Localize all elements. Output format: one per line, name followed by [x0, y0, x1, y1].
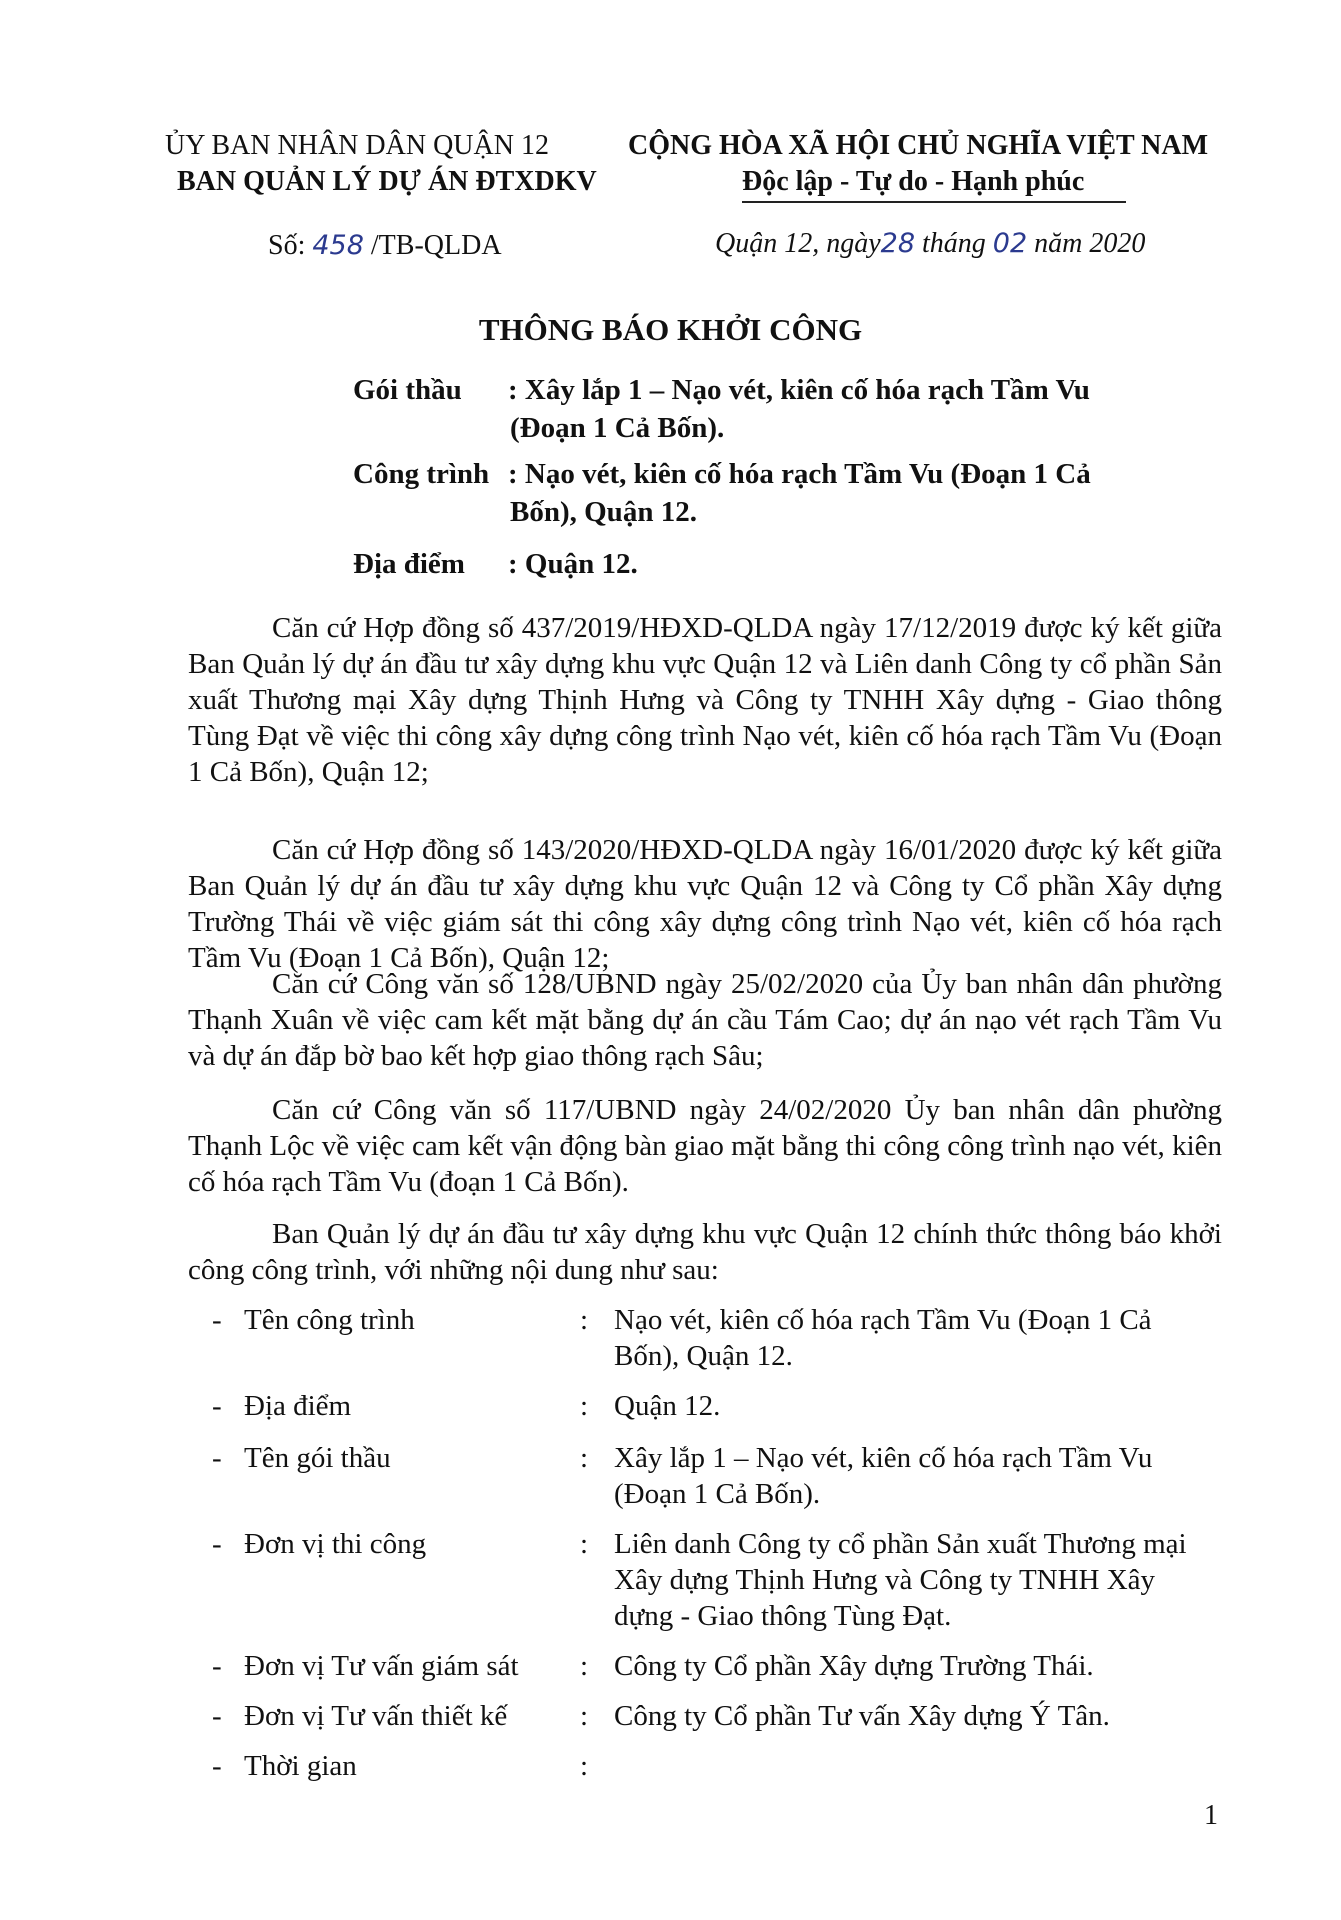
org-name-line1: ỦY BAN NHÂN DÂN QUẬN 12	[165, 130, 549, 161]
detail-value: Công ty Cổ phần Xây dựng Trường Thái.	[614, 1650, 1094, 1682]
detail-label: Tên công trình	[244, 1304, 415, 1336]
info-label-location: Địa điểm	[353, 548, 465, 580]
date-day: 28	[880, 228, 916, 259]
date-place: Quận 12, ngày	[715, 228, 881, 259]
org-name-line2: BAN QUẢN LÝ DỰ ÁN ĐTXDKV	[177, 166, 597, 197]
info-value-package-1: : Xây lắp 1 – Nạo vét, kiên cố hóa rạch Tầm Vu	[508, 374, 1090, 406]
paragraph-announcement: Ban Quản lý dự án đầu tư xây dựng khu vực Quận 12 chính thức thông báo khởi công công trình, với những nội dung như sau:	[188, 1218, 1222, 1286]
paragraph-contract-construction: Căn cứ Hợp đồng số 437/2019/HĐXD-QLDA ngày 17/12/2019 được ký kết giữa Ban Quản lý dự án đầu tư xây dựng khu vực Quận 12 và Liên danh Công ty cổ phần Sản xuất Thương mại Xây dựng Thịnh Hưng và Công ty TNHH Xây dựng - Giao thông Tùng Đạt về việc thi công xây dựng công trình Nạo vét, kiên cố hóa rạch Tầm Vu (Đoạn 1 Cả Bốn), Quận 12;	[188, 612, 1222, 788]
paragraph-dispatch-thanh-xuan: Căn cứ Công văn số 128/UBND ngày 25/02/2020 của Ủy ban nhân dân phường Thạnh Xuân về việc cam kết mặt bằng dự án cầu Tám Cao; dự án nạo vét rạch Tầm Vu và dự án đắp bờ bao kết hợp giao thông rạch Sâu;	[188, 968, 1222, 1072]
detail-label: Tên gói thầu	[244, 1442, 391, 1474]
document-number	[268, 228, 502, 264]
detail-label: Đơn vị thi công	[244, 1528, 427, 1560]
document-number-handwritten: 458	[312, 230, 364, 261]
info-value-project-2: Bốn), Quận 12.	[510, 496, 697, 528]
detail-label: Đơn vị Tư vấn thiết kế	[244, 1700, 508, 1732]
document-number-prefix: Số:	[268, 230, 306, 261]
info-value-package-2: (Đoạn 1 Cả Bốn).	[510, 412, 725, 444]
detail-label: Địa điểm	[244, 1390, 352, 1422]
document-number-suffix: /TB-QLDA	[370, 230, 502, 261]
detail-value: Công ty Cổ phần Tư vấn Xây dựng Ý Tân.	[614, 1700, 1110, 1732]
document-date	[715, 226, 1145, 262]
detail-value: Xây lắp 1 – Nạo vét, kiên cố hóa rạch Tầm Vu (Đoạn 1 Cả Bốn).	[614, 1442, 1153, 1510]
paragraph-contract-supervision: Căn cứ Hợp đồng số 143/2020/HĐXD-QLDA ngày 16/01/2020 được ký kết giữa Ban Quản lý dự án đầu tư xây dựng khu vực Quận 12 và Công ty Cổ phần Xây dựng Trường Thái về việc giám sát thi công xây dựng công trình Nạo vét, kiên cố hóa rạch Tầm Vu (Đoạn 1 Cả Bốn), Quận 12;	[188, 834, 1222, 974]
date-month: 02	[992, 228, 1028, 259]
page-number: 1	[1204, 1800, 1218, 1831]
detail-value: Quận 12.	[614, 1390, 721, 1422]
document-title: THÔNG BÁO KHỞI CÔNG	[478, 312, 863, 347]
paragraph-dispatch-thanh-loc: Căn cứ Công văn số 117/UBND ngày 24/02/2020 Ủy ban nhân dân phường Thạnh Lộc về việc cam kết vận động bàn giao mặt bằng thi công công trình nạo vét, kiên cố hóa rạch Tầm Vu (đoạn 1 Cả Bốn).	[188, 1094, 1222, 1198]
info-value-project-1: : Nạo vét, kiên cố hóa rạch Tầm Vu (Đoạn 1 Cả	[508, 458, 1091, 490]
detail-value: Nạo vét, kiên cố hóa rạch Tầm Vu (Đoạn 1 Cả Bốn), Quận 12.	[614, 1304, 1152, 1372]
detail-value: Liên danh Công ty cổ phần Sản xuất Thương mại Xây dựng Thịnh Hưng và Công ty TNHH Xây dựng - Giao thông Tùng Đạt.	[614, 1528, 1187, 1632]
national-title: CỘNG HÒA XÃ HỘI CHỦ NGHĨA VIỆT NAM	[628, 130, 1209, 161]
info-value-location: : Quận 12.	[508, 548, 638, 580]
date-year: năm 2020	[1034, 228, 1146, 259]
detail-label: Thời gian	[244, 1750, 357, 1782]
info-label-project: Công trình	[353, 458, 490, 490]
info-label-package: Gói thầu	[353, 374, 462, 406]
motto-underline	[742, 201, 1126, 203]
national-motto: Độc lập - Tự do - Hạnh phúc	[742, 166, 1085, 197]
date-month-word: tháng	[922, 228, 986, 259]
detail-label: Đơn vị Tư vấn giám sát	[244, 1650, 519, 1682]
